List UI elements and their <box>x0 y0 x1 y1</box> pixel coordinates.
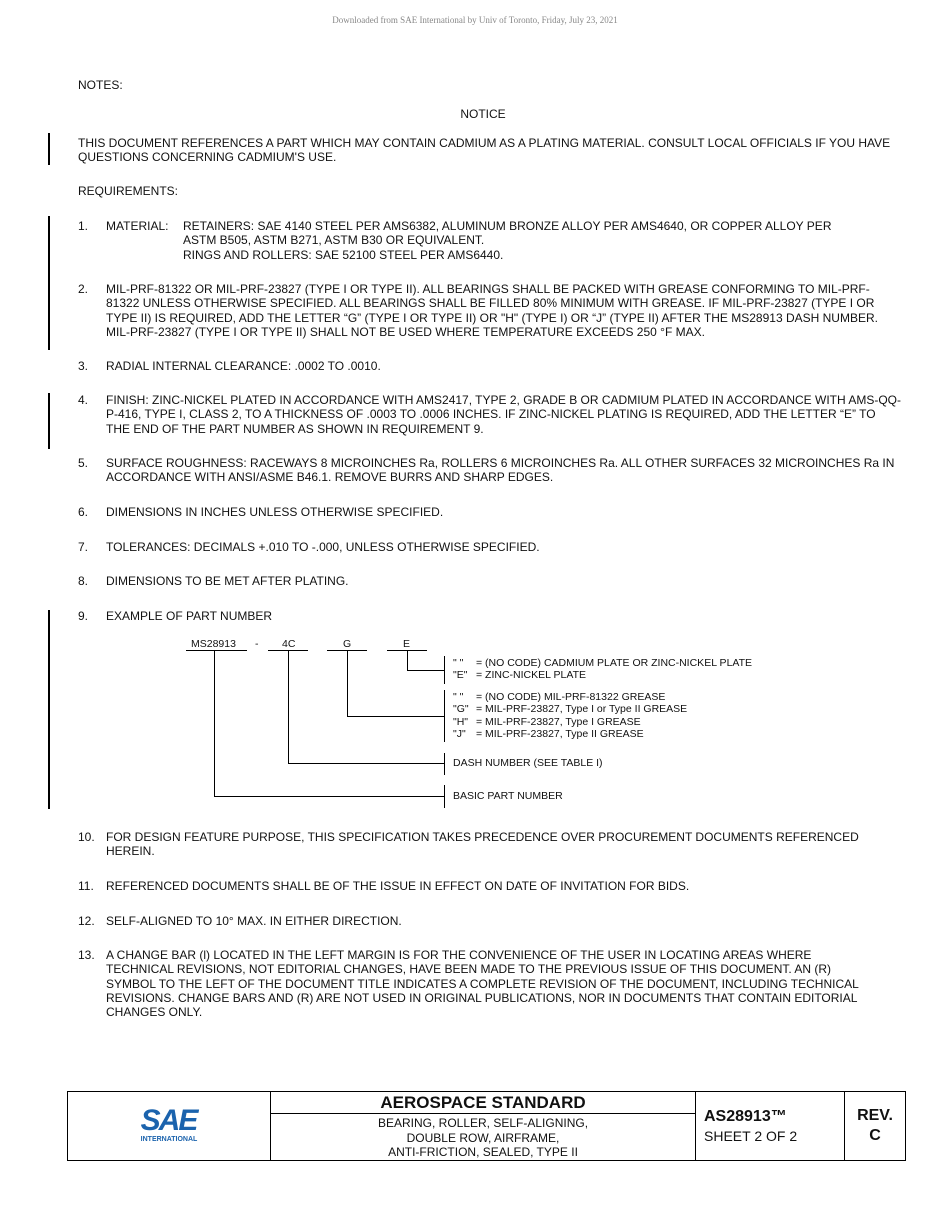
logo-cell <box>68 1092 271 1161</box>
material-text: RETAINERS: SAE 4140 STEEL PER AMS6382, ALUMINUM BRONZE ALLOY PER AMS4640, OR COPPER ALLOY PER ASTM B505, ASTM B271, ASTM B30 OR EQUIVALENT. RINGS AND ROLLERS: SAE 52100 STEEL PER AMS6440. <box>183 219 832 262</box>
underline <box>186 650 247 651</box>
sae-logo-subtext: INTERNATIONAL <box>140 1135 198 1143</box>
item-text: EXAMPLE OF PART NUMBER <box>106 609 273 623</box>
bracket-line <box>444 753 445 775</box>
revision-label: REV. <box>857 1106 893 1124</box>
document-number: AS28913™ <box>704 1107 787 1125</box>
revision-value: C <box>869 1126 881 1144</box>
item-number: 3. <box>78 359 89 373</box>
item-text: RADIAL INTERNAL CLEARANCE: .0002 TO .0010. <box>106 359 381 373</box>
leader-line <box>407 650 408 670</box>
diagram-grease-code: G <box>343 638 352 650</box>
change-bar <box>48 216 50 350</box>
basic-part-label: BASIC PART NUMBER <box>453 790 563 802</box>
notice-title: NOTICE <box>460 107 506 121</box>
item-number: 5. <box>78 456 89 470</box>
item-number: 2. <box>78 282 89 296</box>
item-number: 7. <box>78 540 89 554</box>
item-number: 1. <box>78 219 89 233</box>
item-label: MATERIAL: <box>106 219 169 233</box>
item-text: SELF-ALIGNED TO 10° MAX. IN EITHER DIRECTION. <box>106 914 402 928</box>
leader-line <box>407 670 445 671</box>
item-number: 4. <box>78 393 89 407</box>
diagram-part-base: MS28913 <box>191 638 236 650</box>
dash-number-label: DASH NUMBER (SEE TABLE I) <box>453 757 603 769</box>
item-text: FOR DESIGN FEATURE PURPOSE, THIS SPECIFICATION TAKES PRECEDENCE OVER PROCUREMENT DOCUMENTS REFERENCED HEREIN. <box>106 830 859 859</box>
bracket-line <box>444 785 445 808</box>
part-description: BEARING, ROLLER, SELF-ALIGNING, DOUBLE ROW, AIRFRAME, ANTI-FRICTION, SEALED, TYPE II <box>377 1116 589 1159</box>
leader-line <box>214 650 215 796</box>
diagram-plate-code: E <box>403 638 411 650</box>
item-number: 8. <box>78 574 89 588</box>
bracket-line <box>444 656 445 684</box>
sheet-number: SHEET 2 OF 2 <box>704 1127 798 1144</box>
change-bar <box>48 393 50 449</box>
notes-label: NOTES: <box>78 78 123 92</box>
bracket-line <box>444 690 445 742</box>
change-bar <box>48 133 50 165</box>
leader-line <box>214 796 445 797</box>
item-text: REFERENCED DOCUMENTS SHALL BE OF THE ISSUE IN EFFECT ON DATE OF INVITATION FOR BIDS. <box>106 879 690 893</box>
sae-logo <box>140 1103 198 1145</box>
diagram-dash: - <box>255 638 259 650</box>
item-number: 6. <box>78 505 89 519</box>
change-bar <box>48 610 50 809</box>
requirements-label: REQUIREMENTS: <box>78 184 179 198</box>
download-watermark: Downloaded from SAE International by Univ of Toronto, Friday, July 23, 2021 <box>332 15 618 25</box>
item-text: DIMENSIONS TO BE MET AFTER PLATING. <box>106 574 349 588</box>
revision-cell <box>845 1092 906 1161</box>
plating-code-list: " " = (NO CODE) CADMIUM PLATE OR ZINC-NICKEL PLATE "E" = ZINC-NICKEL PLATE <box>453 657 753 682</box>
item-text: A CHANGE BAR (l) LOCATED IN THE LEFT MARGIN IS FOR THE CONVENIENCE OF THE USER IN LOCATING AREAS WHERE TECHNICAL REVISIONS, NOT EDITORIAL CHANGES, HAVE BEEN MADE TO THE PREVIOUS ISSUE OF THIS DOCUMENT. AN (R) SYMBOL TO THE LEFT OF THE DOCUMENT TITLE INDICATES A COMPLETE REVISION OF THE DOCUMENT, INCLUDING TECHNICAL REVISIONS. CHANGE BARS AND (R) ARE NOT USED IN ORIGINAL PUBLICATIONS, NOR IN DOCUMENTS THAT CONTAIN EDITORIAL CHANGES ONLY. <box>106 948 859 1020</box>
leader-line <box>288 763 445 764</box>
item-number: 13. <box>78 948 95 962</box>
item-number: 11. <box>78 879 94 893</box>
leader-line <box>288 650 289 763</box>
diagram-dash-number: 4C <box>282 638 296 650</box>
item-number: 12. <box>78 914 95 928</box>
item-number: 10. <box>78 830 95 844</box>
item-text: MIL-PRF-81322 OR MIL-PRF-23827 (TYPE I OR TYPE II). ALL BEARINGS SHALL BE PACKED WITH GREASE CONFORMING TO MIL-PRF-81322 UNLESS OTHERWISE SPECIFIED. ALL BEARINGS SHALL BE FILLED 80% MINIMUM WITH GREASE. IF MIL-PRF-23827 (TYPE I OR TYPE II) IS REQUIRED, ADD THE LETTER “G” (TYPE I OR TYPE II) OR "H" (TYPE I) OR “J” (TYPE II) AFTER THE MS28913 DASH NUMBER. MIL-PRF-23827 (TYPE I OR TYPE II) SHALL NOT BE USED WHERE TEMPERATURE EXCEEDS 250 °F MAX. <box>106 282 878 339</box>
standard-title: AEROSPACE STANDARD <box>271 1092 695 1114</box>
item-number: 9. <box>78 609 89 623</box>
doc-number-cell <box>696 1092 845 1161</box>
title-cell <box>271 1092 696 1161</box>
notice-text: THIS DOCUMENT REFERENCES A PART WHICH MAY CONTAIN CADMIUM AS A PLATING MATERIAL. CONSULT LOCAL OFFICIALS IF YOU HAVE QUESTIONS CONCERNING CADMIUM'S USE. <box>78 136 891 165</box>
item-text: DIMENSIONS IN INCHES UNLESS OTHERWISE SPECIFIED. <box>106 505 444 519</box>
title-block <box>67 1091 906 1161</box>
item-text: TOLERANCES: DECIMALS +.010 TO -.000, UNLESS OTHERWISE SPECIFIED. <box>106 540 540 554</box>
leader-line <box>347 716 445 717</box>
item-text: FINISH: ZINC-NICKEL PLATED IN ACCORDANCE WITH AMS2417, TYPE 2, GRADE B OR CADMIUM PLATED IN ACCORDANCE WITH AMS-QQ-P-416, TYPE I, CLASS 2, TO A THICKNESS OF .0003 TO .0006 INCHES. IF ZINC-NICKEL PLATING IS REQUIRED, ADD THE LETTER “E” TO THE END OF THE PART NUMBER AS SHOWN IN REQUIREMENT 9. <box>106 393 902 436</box>
grease-code-list: " " = (NO CODE) MIL-PRF-81322 GREASE "G" = MIL-PRF-23827, Type I or Type II GREASE "H" = MIL-PRF-23827, Type I GREASE "J" = MIL-PRF-23827, Type II GREASE <box>453 691 688 741</box>
leader-line <box>347 650 348 716</box>
sae-logo-text: SAE <box>140 1103 197 1137</box>
item-text: SURFACE ROUGHNESS: RACEWAYS 8 MICROINCHES Ra, ROLLERS 6 MICROINCHES Ra. ALL OTHER SURFACES 32 MICROINCHES Ra IN ACCORDANCE WITH ANSI/ASME B46.1. REMOVE BURRS AND SHARP EDGES. <box>106 456 895 485</box>
